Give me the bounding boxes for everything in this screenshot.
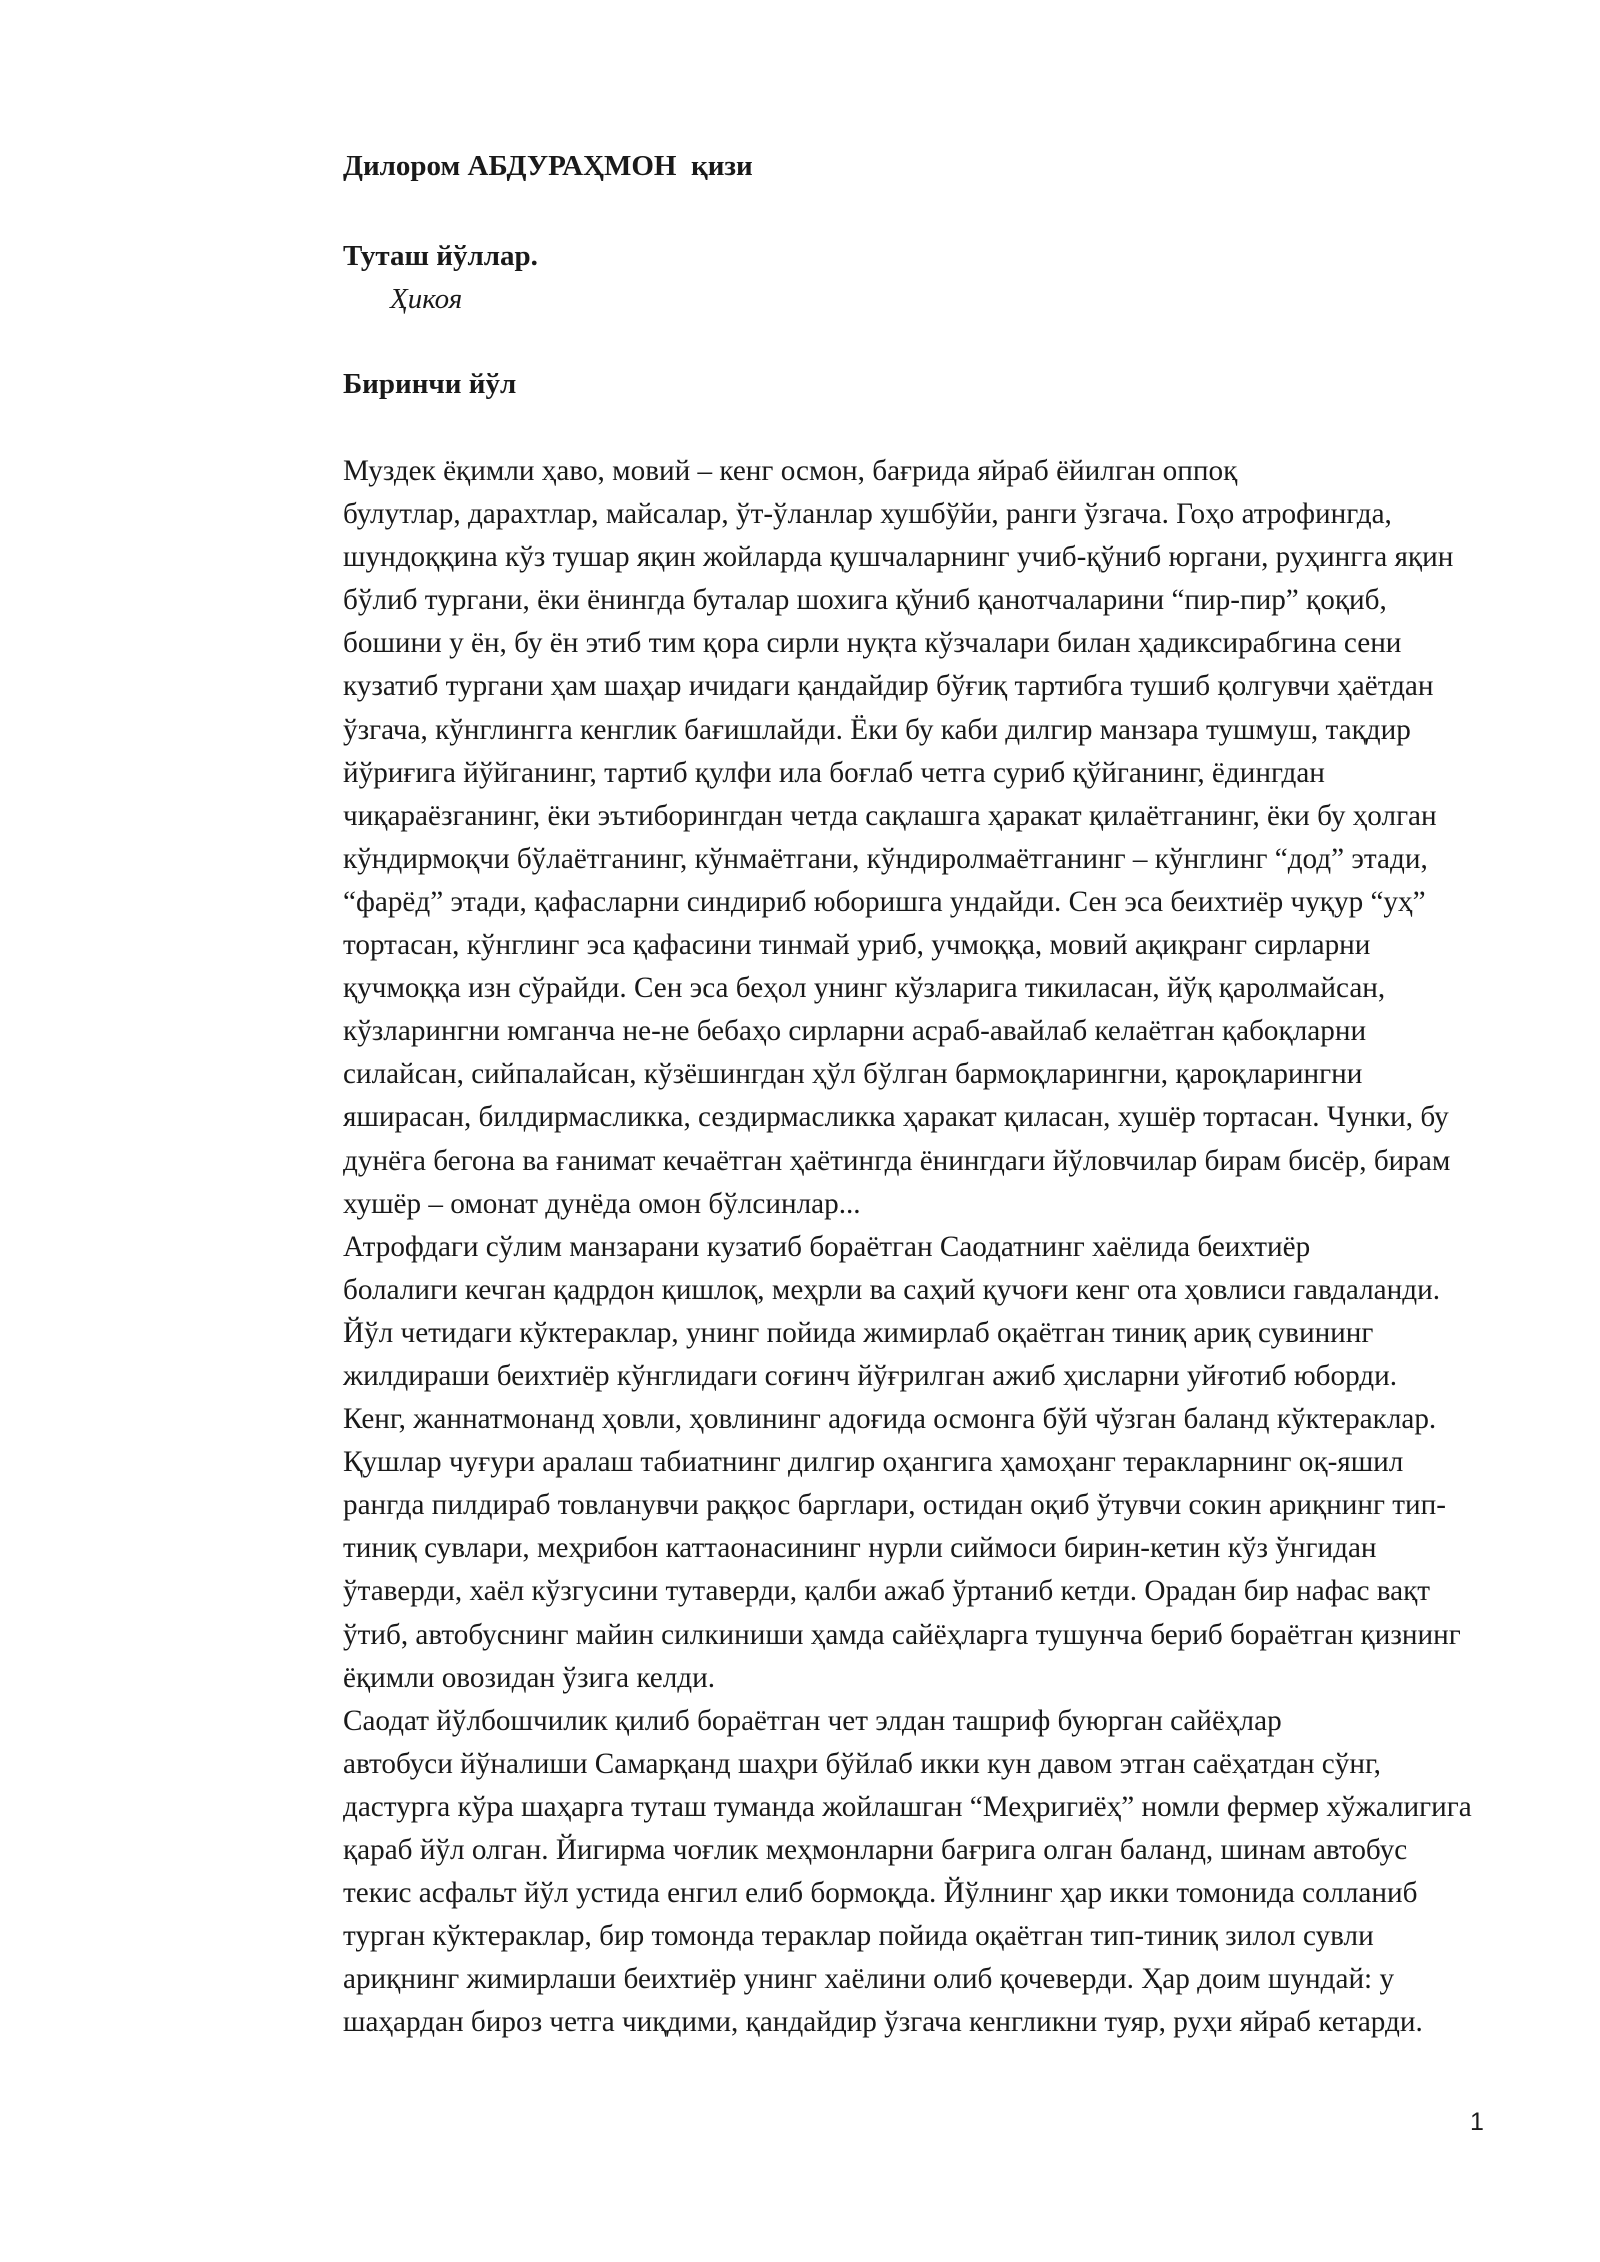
text-line: силайсан, сийпалайсан, кўзёшингдан ҳўл бўлган бармоқларингни, қароқларингни — [343, 1058, 1363, 1091]
text-line: яширасан, билдирмасликка, сездирмасликка ҳаракат қиласан, хушёр тортасан. Чунки, бу — [343, 1101, 1449, 1134]
text-line: тиниқ сувлари, меҳрибон каттаонасининг нурли сиймоси бирин-кетин кўз ўнгидан — [343, 1532, 1377, 1565]
text-line: турган кўктераклар, бир томонда тераклар пойида оқаётган тип-тиниқ зилол сувли — [343, 1920, 1374, 1953]
text-line: чиқараёзганинг, ёки эътиборингдан четда сақлашга ҳаракат қилаётганинг, ёки бу ҳолган — [343, 799, 1437, 832]
text-line: текис асфальт йўл устида енгил елиб бормоқда. Йўлнинг ҳар икки томонида солланиб — [343, 1877, 1418, 1910]
text-line: Муздек ёқимли ҳаво, мовий – кенг осмон, бағрида яйраб ёйилган оппоқ — [343, 455, 1238, 487]
story-genre: Ҳикоя — [390, 283, 463, 315]
text-line: жилдираши беихтиёр кўнглидаги соғинч йўғрилган ажиб ҳисларни уйғотиб юборди. — [343, 1359, 1398, 1392]
text-line: кузатиб тургани ҳам шаҳар ичидаги қандайдир бўғиқ тартибга тушиб қолгувчи ҳаётдан — [343, 670, 1434, 703]
paragraph — [229, 1700, 1489, 2045]
text-line: Йўл четидаги кўктераклар, унинг пойида жимирлаб оқаётган тиниқ ариқ сувининг — [343, 1316, 1374, 1349]
text-line: кўзларингни юмганча не-не бебаҳо сирларни асраб-авайлаб келаётган қабоқларни — [343, 1015, 1367, 1048]
text-line: ариқнинг жимирлаши беихтиёр унинг хаёлини олиб қочеверди. Ҳар доим шундай: у — [343, 1963, 1395, 1996]
text-line: рангда пилдираб товланувчи раққос барглари, остидан оқиб ўтувчи сокин ариқнинг тип- — [343, 1489, 1447, 1522]
text-line: болалиги кечган қадрдон қишлоқ, меҳрли ва саҳий қучоғи кенг ота ҳовлиси гавдаланди. — [343, 1273, 1441, 1306]
text-line: ёқимли овозидан ўзига келди. — [343, 1661, 716, 1694]
author-name: Дилором АБДУРАҲМОН қизи — [343, 150, 753, 182]
paragraph — [229, 450, 1489, 1226]
text-line: шундоққина кўз тушар яқин жойларда қушчаларнинг учиб-қўниб юргани, руҳингга яқин — [343, 541, 1454, 574]
text-line: тортасан, кўнглинг эса қафасини тинмай уриб, учмоққа, мовий ақиқранг сирларни — [343, 929, 1371, 962]
text-line: дунёга бегона ва ғанимат кечаётган ҳаётингда ёнингдаги йўловчилар бирам бисёр, бирам — [343, 1144, 1451, 1177]
text-line: Қушлар чуғури аралаш табиатнинг дилгир оҳангига ҳамоҳанг теракларнинг оқ-яшил — [343, 1446, 1404, 1479]
text-line: бўлиб тургани, ёки ёнингда буталар шохига қўниб қанотчаларини “пир-пир” қоқиб, — [343, 584, 1387, 617]
text-line: қараб йўл олган. Йигирма чоғлик меҳмонларни бағрига олган баланд, шинам автобус — [343, 1834, 1408, 1866]
text-line: йўриғига йўйганинг, тартиб қулфи ила боғлаб четга суриб қўйганинг, ёдингдан — [343, 756, 1325, 789]
text-line: ўтаверди, хаёл кўзгусини тутаверди, қалби ажаб ўртаниб кетди. Орадан бир нафас вақт — [343, 1575, 1431, 1608]
text-line: булутлар, дарахтлар, майсалар, ўт-ўланлар хушбўйи, ранги ўзгача. Гоҳо атрофингда, — [343, 498, 1392, 531]
text-line: автобуси йўналиши Самарқанд шаҳри бўйлаб икки кун давом этган саёҳатдан сўнг, — [343, 1747, 1381, 1780]
text-line: Атрофдаги сўлим манзарани кузатиб бораётган Саодатнинг хаёлида беихтиёр — [343, 1230, 1311, 1263]
text-line: қучмоққа изн сўрайди. Сен эса беҳол унинг кўзларига тикиласан, йўқ қаролмайсан, — [343, 972, 1386, 1005]
text-line: хушёр – омонат дунёда омон бўлсинлар... — [343, 1187, 861, 1220]
text-line: дастурга кўра шаҳарга туташ туманда жойлашган “Меҳригиёҳ” номли фермер хўжалигига — [343, 1790, 1472, 1823]
page-number: 1 — [1470, 2108, 1484, 2136]
section-heading: Биринчи йўл — [343, 368, 517, 400]
text-line: ўтиб, автобуснинг майин силкиниши ҳамда сайёҳларга тушунча бериб бораётган қизнинг — [343, 1618, 1461, 1651]
text-line: шаҳардан бироз четга чиқдими, қандайдир ўзгача кенгликни туяр, руҳи яйраб кетарди. — [343, 2006, 1423, 2039]
text-line: ўзгача, кўнглингга кенглик бағишлайди. Ёки бу каби дилгир манзара тушмуш, тақдир — [343, 713, 1411, 746]
story-title: Туташ йўллар. — [343, 240, 538, 272]
paragraph — [229, 1226, 1489, 1700]
story-body — [229, 450, 1489, 2044]
text-line: бошини у ён, бу ён этиб тим қора сирли нуқта кўзчалари билан ҳадиксирабгина сени — [343, 627, 1402, 660]
text-line: Кенг, жаннатмонанд ҳовли, ҳовлининг адоғида осмонга бўй чўзган баланд кўктераклар. — [343, 1403, 1437, 1436]
text-line: кўндирмоқчи бўлаётганинг, кўнмаётгани, кўндиролмаётганинг – кўнглинг “дод” этади, — [343, 842, 1428, 875]
text-line: Саодат йўлбошчилик қилиб бораётган чет элдан ташриф буюрган сайёҳлар — [343, 1704, 1282, 1737]
text-line: “фарёд” этади, қафасларни синдириб юборишга ундайди. Сен эса беихтиёр чуқур “уҳ” — [343, 885, 1426, 918]
